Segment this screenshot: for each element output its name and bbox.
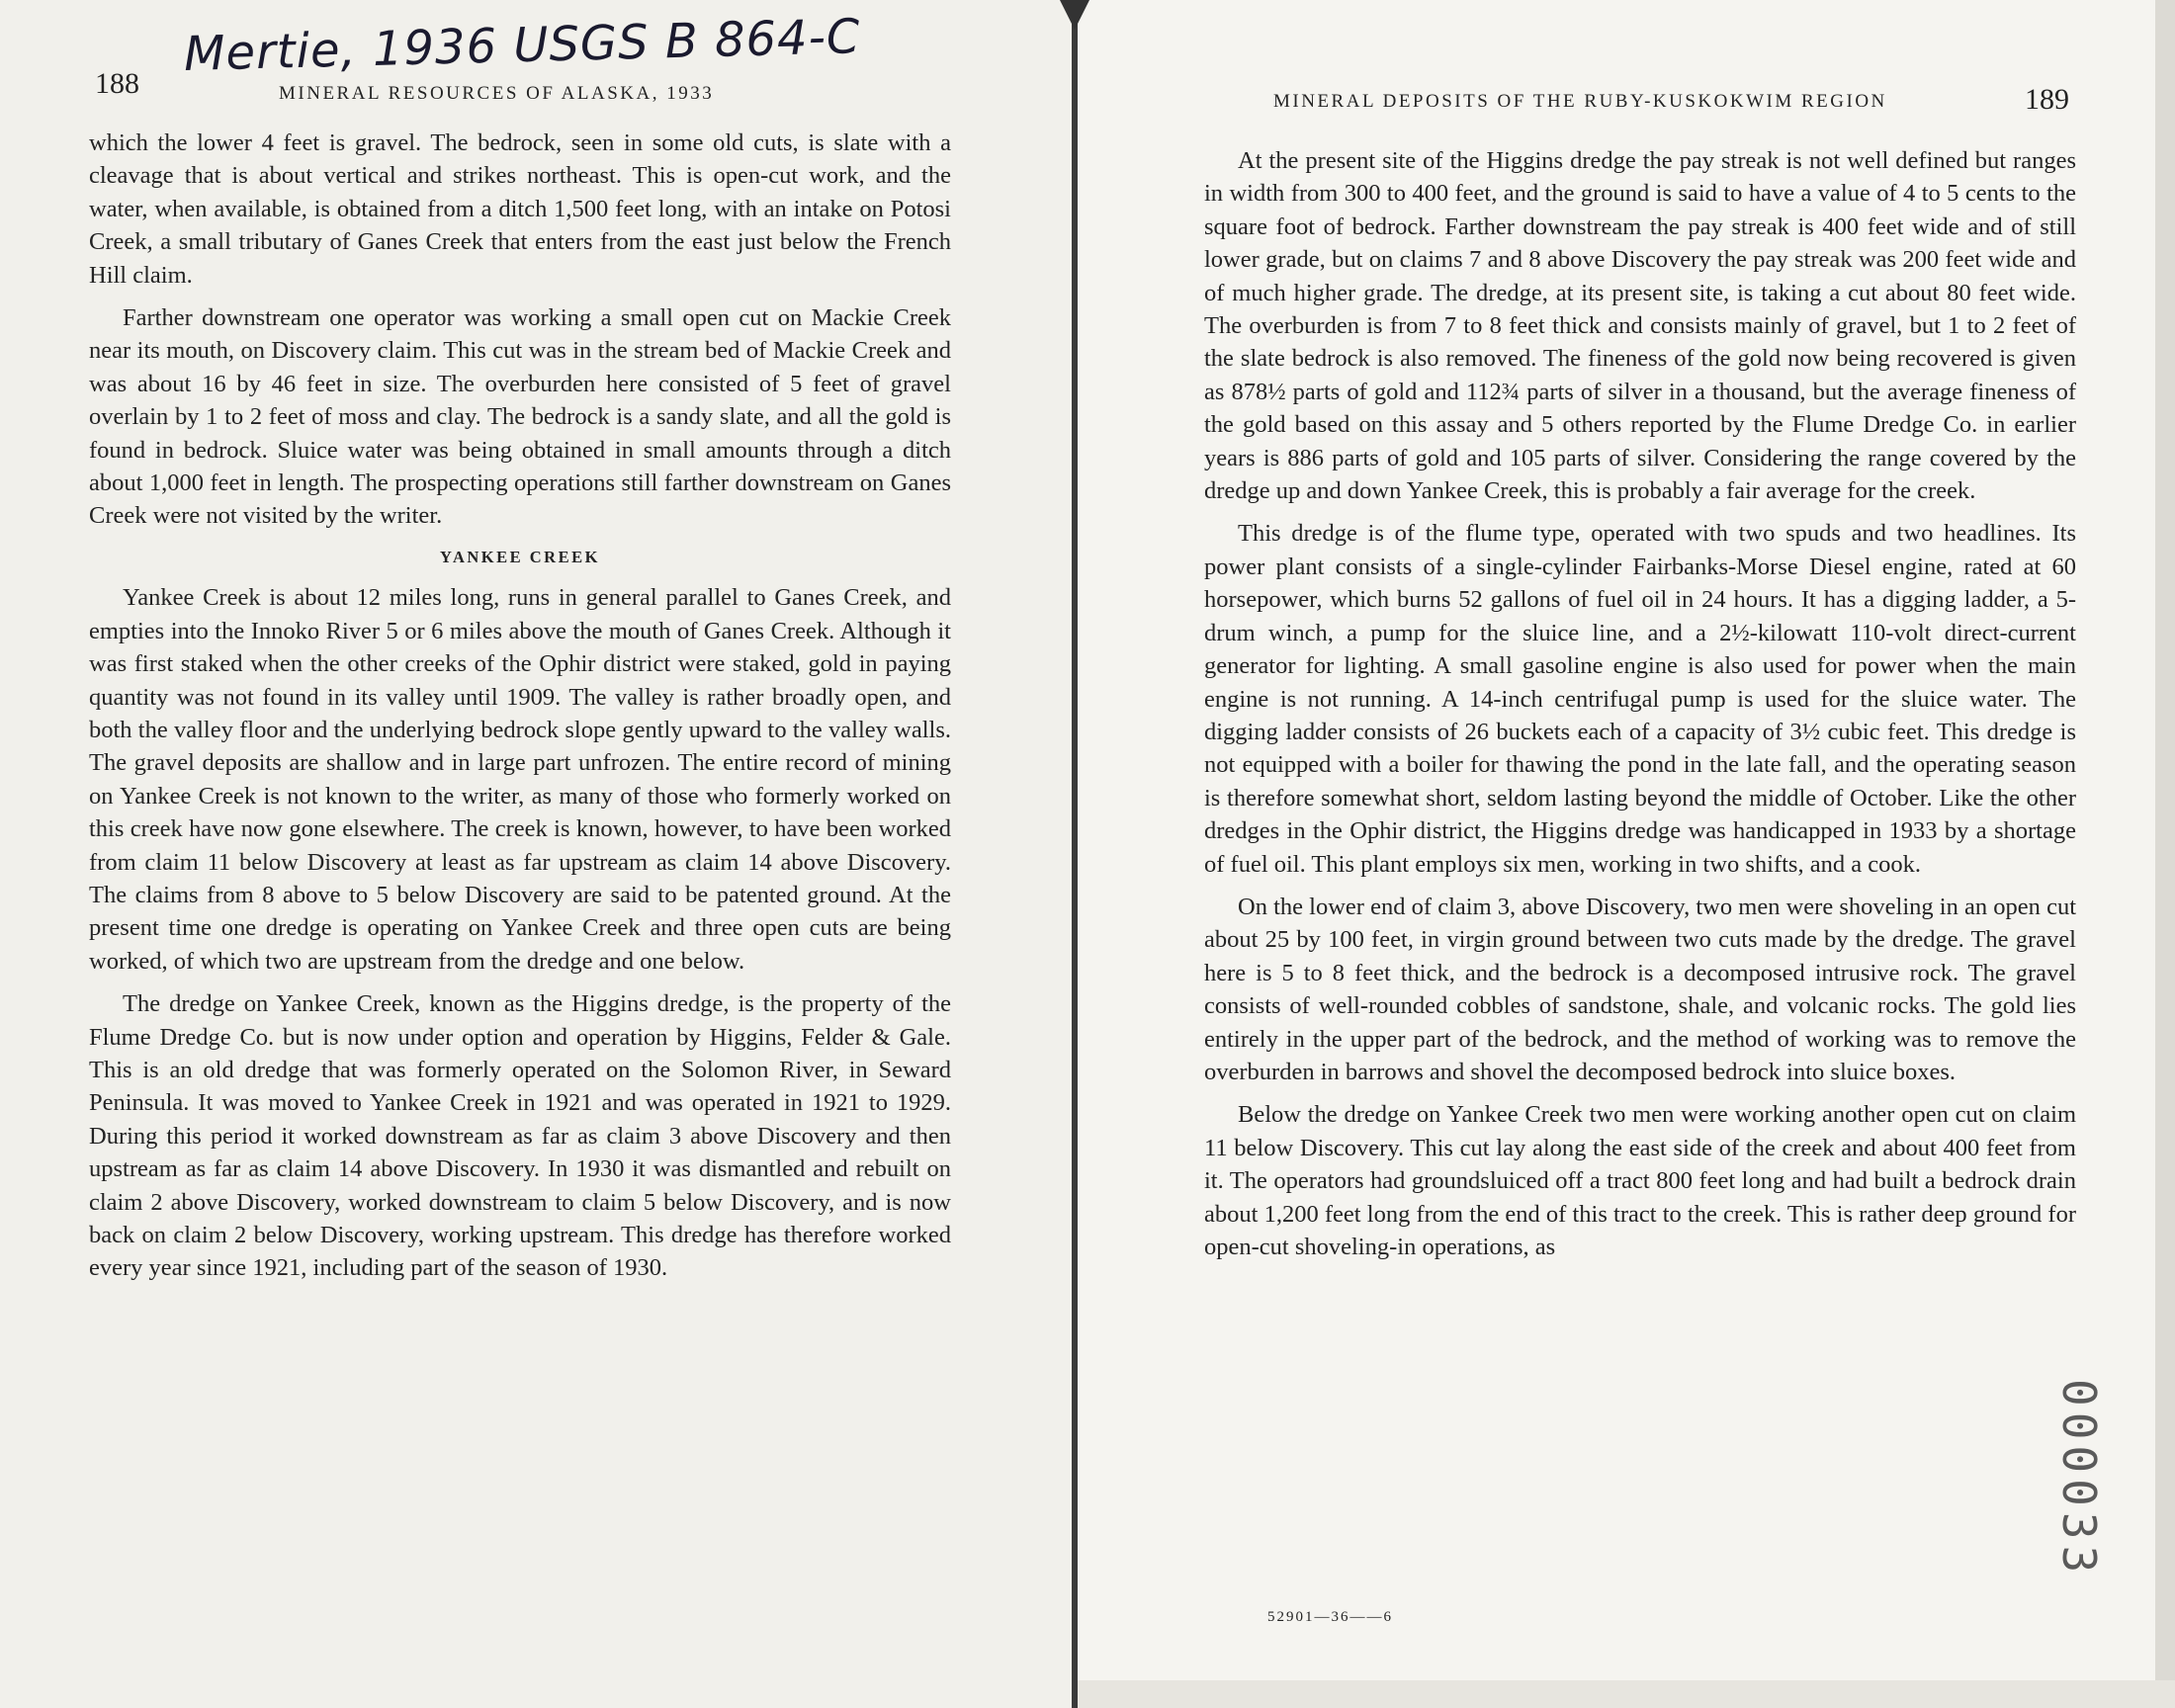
left-paragraph-4: The dredge on Yankee Creek, known as the Higgins dredge, is the property of the Flume Dredge Co. but is now under option and operation by Higgins, Felder & Gale. This is an old dredge that was formerly operated on the Solomon River, in Seward Peninsula. It was moved to Yankee Creek in 1921 and was operated in 1921 to 1929. During this period it worked downstream as far as claim 3 above Discovery and then upstream as far as claim 14 above Discovery. In 1930 it was dismantled and rebuilt on claim 2 above Discovery, worked downstream to claim 5 below Discovery, and is now back on claim 2 below Discovery, working upstream. This dredge has therefore worked every year since 1921, including part of the season of 1930. bbox=[89, 990, 951, 1282]
archive-stamp: 000033 bbox=[2052, 1379, 2106, 1580]
left-paragraph-3: Yankee Creek is about 12 miles long, runs in general parallel to Ganes Creek, and empties into the Innoko River 5 or 6 miles above the mouth of Ganes Creek. Although it was first staked when the other creeks of the Ophir district were staked, gold in paying quantity was not found in its valley until 1909. The valley is rather broadly open, and both the valley floor and the underlying bedrock slope gently upward to the valley walls. The gravel deposits are shallow and in large part unfrozen. The entire record of mining on Yankee Creek is not known to the writer, as many of those who formerly worked on this creek have now gone elsewhere. The creek is known, however, to have been worked from claim 11 below Discovery at least as far upstream as claim 14 above Discovery. The claims from 8 above to 5 below Discovery are said to be patented ground. At the present time one dredge is operating on Yankee Creek and three open cuts are being worked, of which two are upstream from the dredge and one below. bbox=[89, 584, 951, 975]
handwritten-citation: Mertie, 1936 USGS B 864-C bbox=[183, 9, 862, 82]
book-gutter bbox=[1072, 0, 1078, 1708]
right-running-head: MINERAL DEPOSITS OF THE RUBY-KUSKOKWIM REGION bbox=[1273, 91, 1887, 112]
right-paragraph-1: At the present site of the Higgins dredge the pay streak is not well defined but ranges in width from 300 to 400 feet, and the ground is said to have a value of 4 to 5 cents to the square foot of bedrock. Farther downstream the pay streak is 400 feet wide and of still lower grade, but on claims 7 and 8 above Discovery the pay streak was 200 feet wide and of much higher grade. The dredge, at its present site, is taking a cut about 80 feet wide. The overburden is from 7 to 8 feet thick and consists mainly of gravel, but 1 to 2 feet of the slate bedrock is also removed. The fineness of the gold now being recovered is given as 878½ parts of gold and 112¾ parts of silver in a thousand, but the average fineness of the gold based on this assay and 5 others reported by the Flume Dredge Co. in earlier years is 886 parts of gold and 105 parts of silver. Considering the range covered by the dredge up and down Yankee Creek, this is probably a fair average for the creek. bbox=[1204, 147, 2076, 505]
right-text-column bbox=[1204, 144, 2076, 1263]
left-paragraph-2: Farther downstream one operator was working a small open cut on Mackie Creek near its mouth, on Discovery claim. This cut was in the stream bed of Mackie Creek and was about 16 by 46 feet in size. The overburden here consisted of 5 feet of gravel overlain by 1 to 2 feet of moss and clay. The bedrock is a sandy slate, and all the gold is found in bedrock. Sluice water was being obtained in small amounts through a ditch about 1,000 feet in length. The prospecting operations still farther downstream on Ganes Creek were not visited by the writer. bbox=[89, 304, 951, 530]
printer-signature-code: 52901—36——6 bbox=[1267, 1609, 1393, 1625]
page-edge bbox=[2155, 0, 2175, 1708]
right-page-number: 189 bbox=[2025, 83, 2069, 116]
right-paragraph-2: This dredge is of the flume type, operated with two spuds and two headlines. Its power plant consists of a single-cylinder Fairbanks-Morse Diesel engine, rated at 60 horsepower, which burns 52 gallons of fuel oil in 24 hours. It has a digging ladder, a 5-drum winch, a pump for the sluice line, and a 2½-kilowatt 110-volt direct-current generator for lighting. A small gasoline engine is also used for power when the main engine is not running. A 14-inch centrifugal pump is used for the sluice water. The digging ladder consists of 26 buckets each of a capacity of 3½ cubic feet. This dredge is not equipped with a boiler for thawing the pond in the late fall, and the operating season is therefore somewhat short, seldom lasting beyond the middle of October. Like the other dredges in the Ophir district, the Higgins dredge was handicapped in 1933 by a shortage of fuel oil. This plant employs six men, working in two shifts, and a cook. bbox=[1204, 520, 2076, 878]
left-running-head: MINERAL RESOURCES OF ALASKA, 1933 bbox=[279, 83, 715, 104]
left-paragraph-1: which the lower 4 feet is gravel. The bedrock, seen in some old cuts, is slate with a cleavage that is about vertical and strikes northeast. This is open-cut work, and the water, when available, is obtained from a ditch 1,500 feet long, with an intake on Potosi Creek, a small tributary of Ganes Creek that enters from the east just below the French Hill claim. bbox=[89, 129, 951, 289]
right-paragraph-3: On the lower end of claim 3, above Discovery, two men were shoveling in an open cut about 25 by 100 feet, in virgin ground between two cuts made by the dredge. The gravel here is 5 to 8 feet thick, and the bedrock is a decomposed intrusive rock. The gravel consists of well-rounded cobbles of sandstone, shale, and volcanic rocks. The gold lies entirely in the upper part of the bedrock, and the method of working was to remove the overburden in barrows and shovel the decomposed bedrock into sluice boxes. bbox=[1204, 893, 2076, 1085]
section-heading-yankee-creek: YANKEE CREEK bbox=[440, 547, 600, 566]
page-bottom-edge bbox=[1078, 1680, 2175, 1708]
left-text-column bbox=[89, 127, 951, 1285]
right-paragraph-4: Below the dredge on Yankee Creek two men were working another open cut on claim 11 below Discovery. This cut lay along the east side of the creek and about 400 feet from it. The operators had groundsluiced off a tract 800 feet long and had built a bedrock drain about 1,200 feet long from the end of this tract to the creek. This is rather deep ground for open-cut shoveling-in operations, as bbox=[1204, 1101, 2076, 1260]
left-page-number: 188 bbox=[95, 67, 139, 100]
